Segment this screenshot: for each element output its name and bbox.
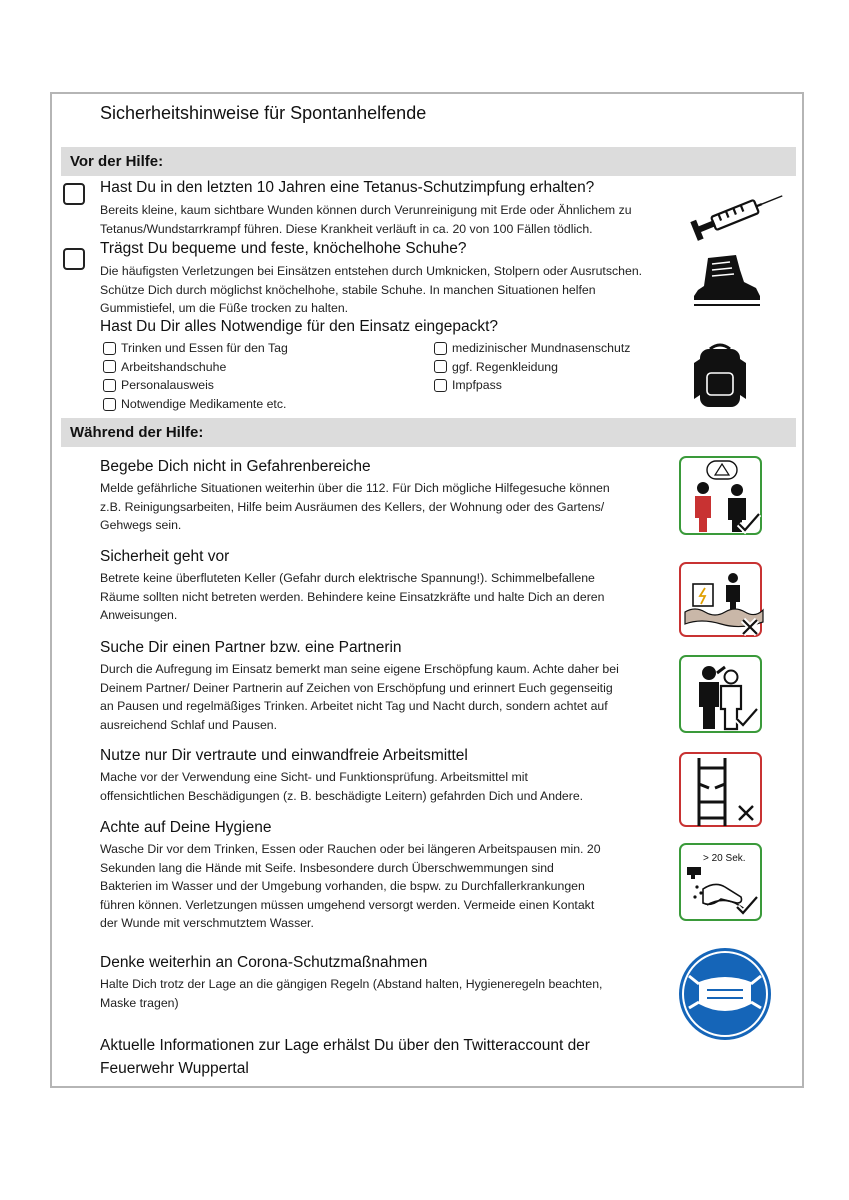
handwashing-pictogram bbox=[679, 843, 762, 921]
safety-first-title: Sicherheit geht vor bbox=[100, 548, 230, 565]
item-checkbox[interactable] bbox=[434, 379, 447, 392]
item-checkbox[interactable] bbox=[103, 360, 116, 373]
packing-list-right bbox=[434, 339, 630, 395]
tetanus-text: Bereits kleine, kaum sichtbare Wunden können durch Verunreinigung mit Erde oder Ähnlichem zu Tetanus/Wundstarrkrampf führen. Diese Krankheit verläuft in ca. 20 von 100 Fällen tödlich. bbox=[100, 203, 632, 236]
packing-item[interactable]: Impfpass bbox=[434, 376, 630, 395]
packing-item[interactable]: Arbeitshandschuhe bbox=[103, 358, 288, 377]
shoes-question: Trägst Du bequeme und feste, knöchelhohe Schuhe? bbox=[100, 240, 467, 257]
packing-item[interactable]: Trinken und Essen für den Tag bbox=[103, 339, 288, 358]
broken-ladder-pictogram bbox=[679, 752, 762, 827]
twitter-info: Aktuelle Informationen zur Lage erhälst Du über den Twitteraccount der Feuerwehr Wuppertal bbox=[100, 1037, 590, 1077]
item-checkbox[interactable] bbox=[103, 342, 116, 355]
tools-title: Nutze nur Dir vertraute und einwandfreie Arbeitsmittel bbox=[100, 747, 468, 764]
shoes-text: Die häufigsten Verletzungen bei Einsätzen entstehen durch Umknicken, Stolpern oder Ausrutschen. Schütze Dich durch möglichst knöchelhohe, stabile Schuhe. In manchen Situationen helfen Gummistiefel, um die Füße trocken zu halten. bbox=[100, 264, 643, 316]
corona-title: Denke weiterhin an Corona-Schutzmaßnahmen bbox=[100, 954, 428, 971]
item-checkbox[interactable] bbox=[103, 398, 116, 411]
tetanus-checkbox[interactable] bbox=[63, 183, 85, 205]
danger-zone-text: Melde gefährliche Situationen weiterhin über die 112. Für Dich mögliche Hilfegesuche können z.B. Reinigungsarbeiten, Hilfe beim Ausräumen des Kellers, der Wohnung oder des Gartens/ Gehwegs sein. bbox=[100, 481, 610, 533]
danger-zone-title: Begebe Dich nicht in Gefahrenbereiche bbox=[100, 458, 371, 475]
packing-item[interactable]: Notwendige Medikamente etc. bbox=[103, 395, 288, 414]
syringe-icon bbox=[690, 186, 790, 242]
item-checkbox[interactable] bbox=[434, 342, 447, 355]
safety-first-text: Betrete keine überfluteten Keller (Gefahr durch elektrische Spannung!). Schimmelbefallene Räume sollten nicht betreten werden. Behindere keine Einsatzkräfte und halte Dich an deren Anweisungen. bbox=[100, 571, 605, 623]
flooded-cellar-pictogram bbox=[679, 562, 762, 637]
boot-icon bbox=[690, 252, 765, 312]
handwashing-duration-label: > 20 Sek. bbox=[703, 853, 746, 864]
backpack-icon bbox=[690, 343, 750, 409]
shoes-checkbox[interactable] bbox=[63, 248, 85, 270]
partner-pictogram bbox=[679, 655, 762, 733]
section-header-before: Vor der Hilfe: bbox=[61, 147, 796, 176]
packing-list-left bbox=[103, 339, 288, 413]
item-checkbox[interactable] bbox=[103, 379, 116, 392]
partner-title: Suche Dir einen Partner bzw. eine Partnerin bbox=[100, 639, 402, 656]
hygiene-text: Wasche Dir vor dem Trinken, Essen oder Rauchen oder bei längeren Arbeitspausen min. 20 Sekunden lang die Hände mit Seife. Insbesondere durch Überschwemmungen sind Bakterien im Wasser und der Umgebung vorhanden, die bspw. zu Durchfallerkrankungen führen können. Verletzungen müssen umgehend versorgt werden. Vermeide einen Kontakt der Wunde mit verschmutztem Wasser. bbox=[100, 842, 601, 931]
hygiene-title: Achte auf Deine Hygiene bbox=[100, 819, 272, 836]
section-header-during: Während der Hilfe: bbox=[61, 418, 796, 447]
face-mask-icon bbox=[677, 946, 773, 1042]
tetanus-question: Hast Du in den letzten 10 Jahren eine Tetanus-Schutzimpfung erhalten? bbox=[100, 179, 595, 196]
item-checkbox[interactable] bbox=[434, 360, 447, 373]
report-danger-pictogram bbox=[679, 456, 762, 535]
tools-text: Mache vor der Verwendung eine Sicht- und Funktionsprüfung. Arbeitsmittel mit offensichtlichen Beschädigungen (z. B. beschädigte Leitern) gefahrden Dich und Andere. bbox=[100, 770, 584, 803]
page-title: Sicherheitshinweise für Spontanhelfende bbox=[100, 103, 427, 123]
corona-text: Halte Dich trotz der Lage an die gängigen Regeln (Abstand halten, Hygieneregeln beachten, Maske tragen) bbox=[100, 977, 603, 1010]
packing-item[interactable]: Personalausweis bbox=[103, 376, 288, 395]
packing-item[interactable]: medizinischer Mundnasenschutz bbox=[434, 339, 630, 358]
packing-item[interactable]: ggf. Regenkleidung bbox=[434, 358, 630, 377]
packing-question: Hast Du Dir alles Notwendige für den Einsatz eingepackt? bbox=[100, 318, 499, 335]
partner-text: Durch die Aufregung im Einsatz bemerkt man seine eigene Erschöpfung kaum. Achte daher bei Deinem Partner/ Deiner Partnerin auf Zeichen von Erschöpfung und erinnert Euch gegenseitig an Pausen und regelmäßiges Trinken. Arbeitet nicht Tag und Nacht durch, sondern achtet auf ausreichend Schlaf und Pausen. bbox=[100, 662, 619, 732]
